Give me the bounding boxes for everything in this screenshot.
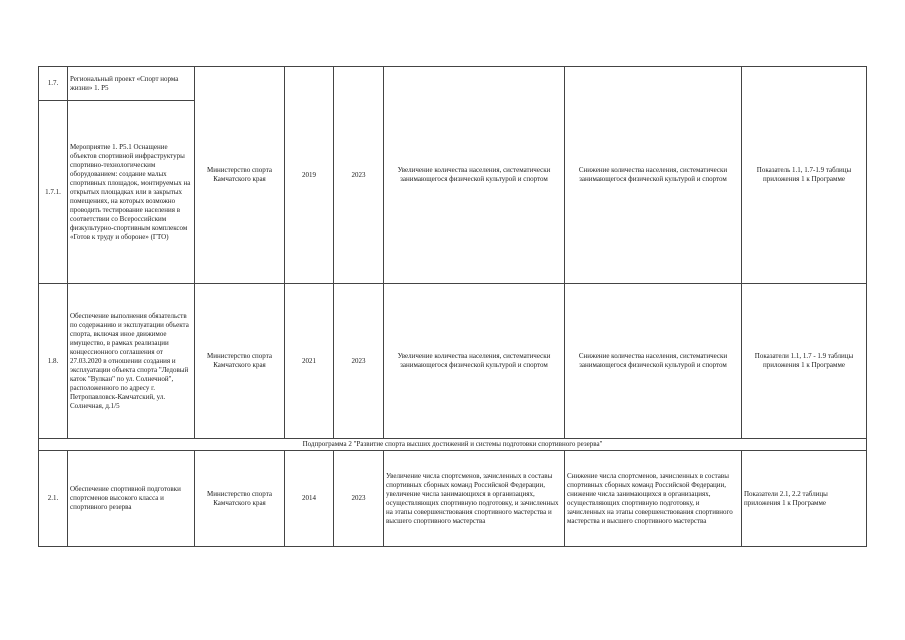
table-row <box>39 67 867 101</box>
measure-name: Обеспечение спортивной подготовки спортсменов высокого класса и спортивного резерва <box>68 451 195 547</box>
row-number: 1.7.1. <box>39 101 68 284</box>
row-number: 1.8. <box>39 284 68 439</box>
consequence: Снижение количества населения, систематически занимающегося физической культурой и спортом <box>565 284 742 439</box>
subprogram-title: Подпрограмма 2 "Развитие спорта высших достижений и системы подготовки спортивного резерва" <box>39 439 867 451</box>
executor-cell: Министерство спорта Камчатского края <box>195 67 285 284</box>
end-year: 2023 <box>334 284 384 439</box>
subprogram-row <box>39 439 867 451</box>
row-number: 2.1. <box>39 451 68 547</box>
expected-result: Увеличение количества населения, систематически занимающегося физической культурой и спортом <box>384 67 565 284</box>
end-year: 2023 <box>334 451 384 547</box>
row-number: 1.7. <box>39 67 68 101</box>
consequence: Снижение количества населения, систематически занимающегося физической культурой и спортом <box>565 67 742 284</box>
executor-cell: Министерство спорта Камчатского края <box>195 284 285 439</box>
executor-cell: Министерство спорта Камчатского края <box>195 451 285 547</box>
consequence: Снижение числа спортсменов, зачисленных в составы спортивных сборных команд Российской Федерации, снижение числа занимающихся в организациях, осуществляющих спортивную подготовку, и зачисленных на этапы совершенствования спортивного мастерства и высшего спортивного мастерства <box>565 451 742 547</box>
measure-name: Региональный проект «Спорт норма жизни» 1. P5 <box>68 67 195 101</box>
table-row <box>39 284 867 439</box>
measure-name: Мероприятие 1. P5.1 Оснащение объектов спортивной инфраструктуры спортивно-технологическим оборудованием: создание малых спортивных площадок, монтируемых на открытых площадках или в закрытых помещениях, на которых возможно проводить тестирование населения в соответствии со Всероссийским физкультурно-спортивным комплексом «Готов к труду и обороне» (ГТО) <box>68 101 195 284</box>
end-year: 2023 <box>334 67 384 284</box>
table-row <box>39 451 867 547</box>
indicators: Показатель 1.1, 1.7-1.9 таблицы приложения 1 к Программе <box>742 67 867 284</box>
indicators: Показатели 2.1, 2.2 таблицы приложения 1 к Программе <box>742 451 867 547</box>
start-year: 2019 <box>285 67 334 284</box>
measure-name: Обеспечение выполнения обязательств по содержанию и эксплуатации объекта спорта, включая иное движимое имущество, в рамках реализации концессионного соглашения от 27.03.2020 в отношении создания и эксплуатации объекта спорта "Ледовый каток "Вулкан" по ул. Солнечной", расположенного по адресу г. Петропавловск-Камчатский, ул. Солнечная, д.1/5 <box>68 284 195 439</box>
start-year: 2014 <box>285 451 334 547</box>
program-table <box>38 66 867 547</box>
expected-result: Увеличение количества населения, систематически занимающегося физической культурой и спортом <box>384 284 565 439</box>
indicators: Показатели 1.1, 1.7 - 1.9 таблицы приложения 1 к Программе <box>742 284 867 439</box>
expected-result: Увеличение числа спортсменов, зачисленных в составы спортивных сборных команд Российской Федерации, увеличение числа занимающихся в организациях, осуществляющих спортивную подготовку, и зачисленных на этапы совершенствования спортивного мастерства и высшего спортивного мастерства <box>384 451 565 547</box>
start-year: 2021 <box>285 284 334 439</box>
